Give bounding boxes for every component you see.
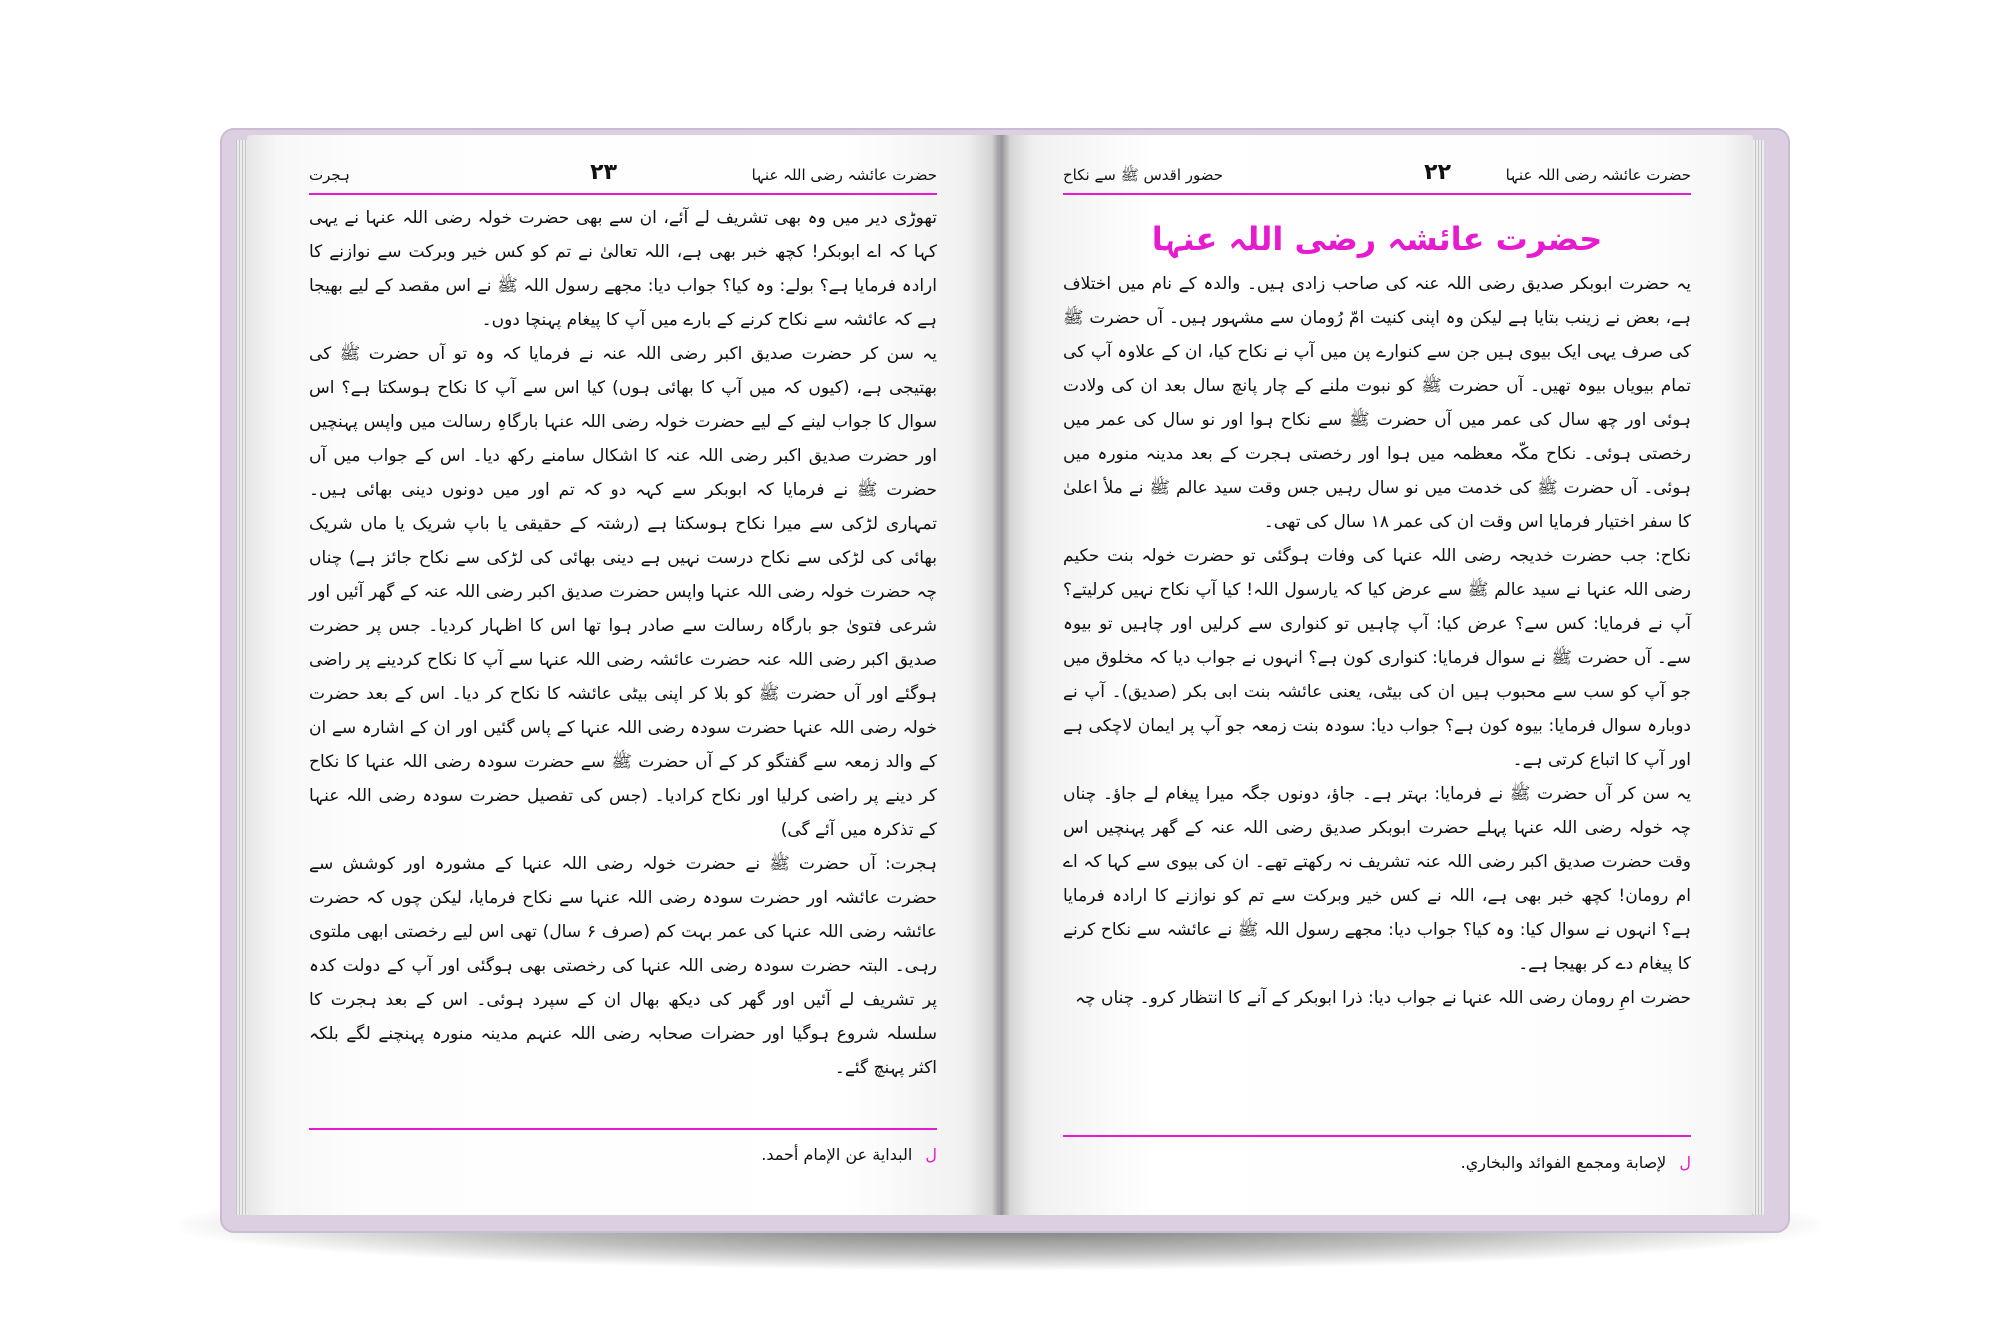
book-spine-gutter (992, 135, 1010, 1215)
right-page-body (1063, 215, 1691, 1015)
right-page-number: ۲۲ (1424, 160, 1451, 185)
right-footnote-rule (1063, 1135, 1691, 1137)
right-header-section: حضور اقدس ﷺ سے نکاح (1063, 166, 1224, 184)
right-page-header (1063, 160, 1691, 190)
left-footnote-mark: ل (925, 1145, 937, 1164)
left-page-number: ۲۳ (590, 160, 617, 185)
left-paragraph-3: ہجرت: آں حضرت ﷺ نے حضرت خولہ رضی اللہ عنہا کے مشورہ اور کوشش سے حضرت عائشہ اور حضرت سودہ رضی اللہ عنہا سے نکاح فرمایا، لیکن چوں کہ حضرت عائشہ رضی اللہ عنہا کی عمر بہت کم (صرف ۶ سال) تھی اس لیے رخصتی ابھی ملتوی رہی۔ البتہ حضرت سودہ رضی اللہ عنہا کی رخصتی بھی ہوگئی اور آپ کے دولت کدہ پر تشریف لے آئیں اور گھر کی دیکھ بھال ان کے سپرد ہوئی۔ اس کے بعد ہجرت کا سلسلہ شروع ہوگیا اور حضرات صحابہ رضی اللہ عنہم مدینہ منورہ پہنچنے لگے بلکہ اکثر پہنچ گئے۔ (309, 854, 938, 1078)
left-footnote (309, 1145, 937, 1164)
right-footnote-text: لإصابة ومجمع الفوائد والبخاري. (1460, 1153, 1667, 1172)
left-footnote-rule (309, 1128, 937, 1130)
right-header-title: حضرت عائشہ رضی اللہ عنہا (1505, 166, 1691, 184)
right-paragraph-4: حضرت امِ رومان رضی اللہ عنہا نے جواب دیا: ذرا ابوبکر کے آنے کا انتظار کرو۔ چناں چہ (1075, 988, 1691, 1008)
left-header-section: ہجرت (309, 166, 350, 184)
left-footnote-text: البداية عن الإمام أحمد. (761, 1145, 913, 1164)
left-header-rule (309, 193, 937, 195)
right-footnote (1063, 1153, 1691, 1172)
left-page-body (309, 201, 937, 1085)
left-paragraph-1: تھوڑی دیر میں وہ بھی تشریف لے آئے، ان سے بھی حضرت خولہ رضی اللہ عنہا نے یہی کہا کہ اے ابوبکر! کچھ خبر بھی ہے، اللہ تعالیٰ نے تم کو کس خیر وبرکت سے نوازنے کا ارادہ فرمایا ہے؟ بولے: وہ کیا؟ جواب دیا: مجھے رسول اللہ ﷺ نے اس مقصد کے لیے بھیجا ہے کہ عائشہ سے نکاح کرنے کے بارے میں آپ کا پیغام پہنچا دوں۔ (309, 208, 937, 330)
right-paragraph-2: نکاح: جب حضرت خدیجہ رضی اللہ عنہا کی وفات ہوگئی تو حضرت خولہ بنت حکیم رضی اللہ عنہا نے سید عالم ﷺ سے عرض کیا کہ یارسول اللہ! کیا آپ نکاح نہیں کرلیتے؟ آپ نے فرمایا: کس سے؟ عرض کیا: آپ چاہیں تو کنواری سے کرلیں اور چاہیں تو بیوہ سے۔ آں حضرت ﷺ نے سوال فرمایا: کنواری کون ہے؟ انہوں نے جواب دیا کہ مخلوق میں جو آپ کو سب سے محبوب ہیں ان کی بیٹی، یعنی عائشہ بنت ابی بکر (صدیق)۔ آپ نے دوبارہ سوال فرمایا: بیوہ کون ہے؟ جواب دیا: سودہ بنت زمعہ جو آپ پر ایمان لاچکی ہے اور آپ کا اتباع کرتی ہے۔ (1063, 546, 1691, 770)
right-paragraph-3: یہ سن کر آں حضرت ﷺ نے فرمایا: بہتر ہے۔ جاؤ، دونوں جگہ میرا پیغام لے جاؤ۔ چناں چہ خولہ رضی اللہ عنہا پہلے حضرت ابوبکر صدیق رضی اللہ عنہ کے گھر پہنچیں اس وقت حضرت صدیق اکبر رضی اللہ عنہ تشریف نہ رکھتے تھے۔ ان کی بیوی سے کہا کہ اے ام رومان! کچھ خبر بھی ہے، اللہ نے کس خیر وبرکت سے تم کو نوازنے کا ارادہ فرمایا ہے؟ انہوں نے سوال کیا: وہ کیا؟ جواب دیا: مجھے رسول اللہ ﷺ نے عائشہ سے نکاح کرنے کا پیغام دے کر بھیجا ہے۔ (1063, 784, 1691, 974)
chapter-title: حضرت عائشہ رضی اللہ عنہا (1151, 220, 1603, 258)
right-paragraph-1: یہ حضرت ابوبکر صدیق رضی اللہ عنہ کی صاحب زادی ہیں۔ والدہ کے نام میں اختلاف ہے، بعض نے زینب بتایا ہے لیکن وہ اپنی کنیت امّ رُومان سے مشہور ہیں۔ آں حضرت ﷺ کی صرف یہی ایک بیوی ہیں جن سے کنوارے پن میں آپ نے نکاح کیا، ان کے علاوہ آپ کی تمام بیویاں بیوہ تھیں۔ آں حضرت ﷺ کو نبوت ملنے کے چار پانچ سال بعد ان کی ولادت ہوئی اور چھ سال کی عمر میں آں حضرت ﷺ سے نکاح ہوا اور نو سال کی عمر میں رخصتی ہوئی۔ نکاح مکّہ معظمہ میں ہوا اور رخصتی ہجرت کے بعد مدینہ منورہ میں ہوئی۔ آں حضرت ﷺ کی خدمت میں نو سال رہیں جس وقت سید عالم ﷺ نے ملأ اعلیٰ کا سفر اختیار فرمایا اس وقت ان کی عمر ۱۸ سال کی تھی۔ (1063, 274, 1691, 532)
left-paragraph-2: یہ سن کر حضرت صدیق اکبر رضی اللہ عنہ نے فرمایا کہ وہ تو آں حضرت ﷺ کی بھتیجی ہے، (کیوں کہ میں آپ کا بھائی ہوں) کیا اس سے آپ کا نکاح ہوسکتا ہے؟ اس سوال کا جواب لینے کے لیے حضرت خولہ رضی اللہ عنہا بارگاہِ رسالت میں واپس پہنچیں اور حضرت صدیق اکبر رضی اللہ عنہ کا اشکال سامنے رکھ دیا۔ اس کے جواب میں آں حضرت ﷺ نے فرمایا کہ ابوبکر سے کہہ دو کہ تم اور میں دونوں دینی بھائی ہیں۔ تمہاری لڑکی سے میرا نکاح ہوسکتا ہے (رشتہ کے حقیقی یا باپ شریک یا ماں شریک بھائی کی لڑکی سے نکاح درست نہیں ہے دینی بھائی کی لڑکی سے نکاح جائز ہے) چناں چہ حضرت خولہ رضی اللہ عنہا واپس حضرت صدیق اکبر رضی اللہ عنہ کے گھر آئیں اور شرعی فتویٰ جو بارگاہ رسالت سے صادر ہوا تھا اس کا اظہار کردیا۔ جس پر حضرت صدیق اکبر رضی اللہ عنہ حضرت عائشہ رضی اللہ عنہا سے آپ کا نکاح کردینے پر راضی ہوگئے اور آں حضرت ﷺ کو بلا کر اپنی بیٹی عائشہ کا نکاح کر دیا۔ اس کے بعد حضرت خولہ رضی اللہ عنہا حضرت سودہ رضی اللہ عنہا کے پاس گئیں اور ان کے اشارہ سے ان کے والد زمعہ سے گفتگو کر کے آں حضرت ﷺ سے حضرت سودہ رضی اللہ عنہا کا نکاح کر دینے پر راضی کرلیا اور نکاح کرادیا۔ (جس کی تفصیل حضرت سودہ رضی اللہ عنہا کے تذکرہ میں آئے گی) (309, 344, 937, 840)
right-page (1001, 135, 1753, 1215)
left-page-header (309, 160, 937, 190)
right-header-rule (1063, 193, 1691, 195)
left-page (247, 135, 999, 1215)
right-footnote-mark: ل (1679, 1153, 1691, 1172)
left-header-title: حضرت عائشہ رضی اللہ عنہا (751, 166, 937, 184)
